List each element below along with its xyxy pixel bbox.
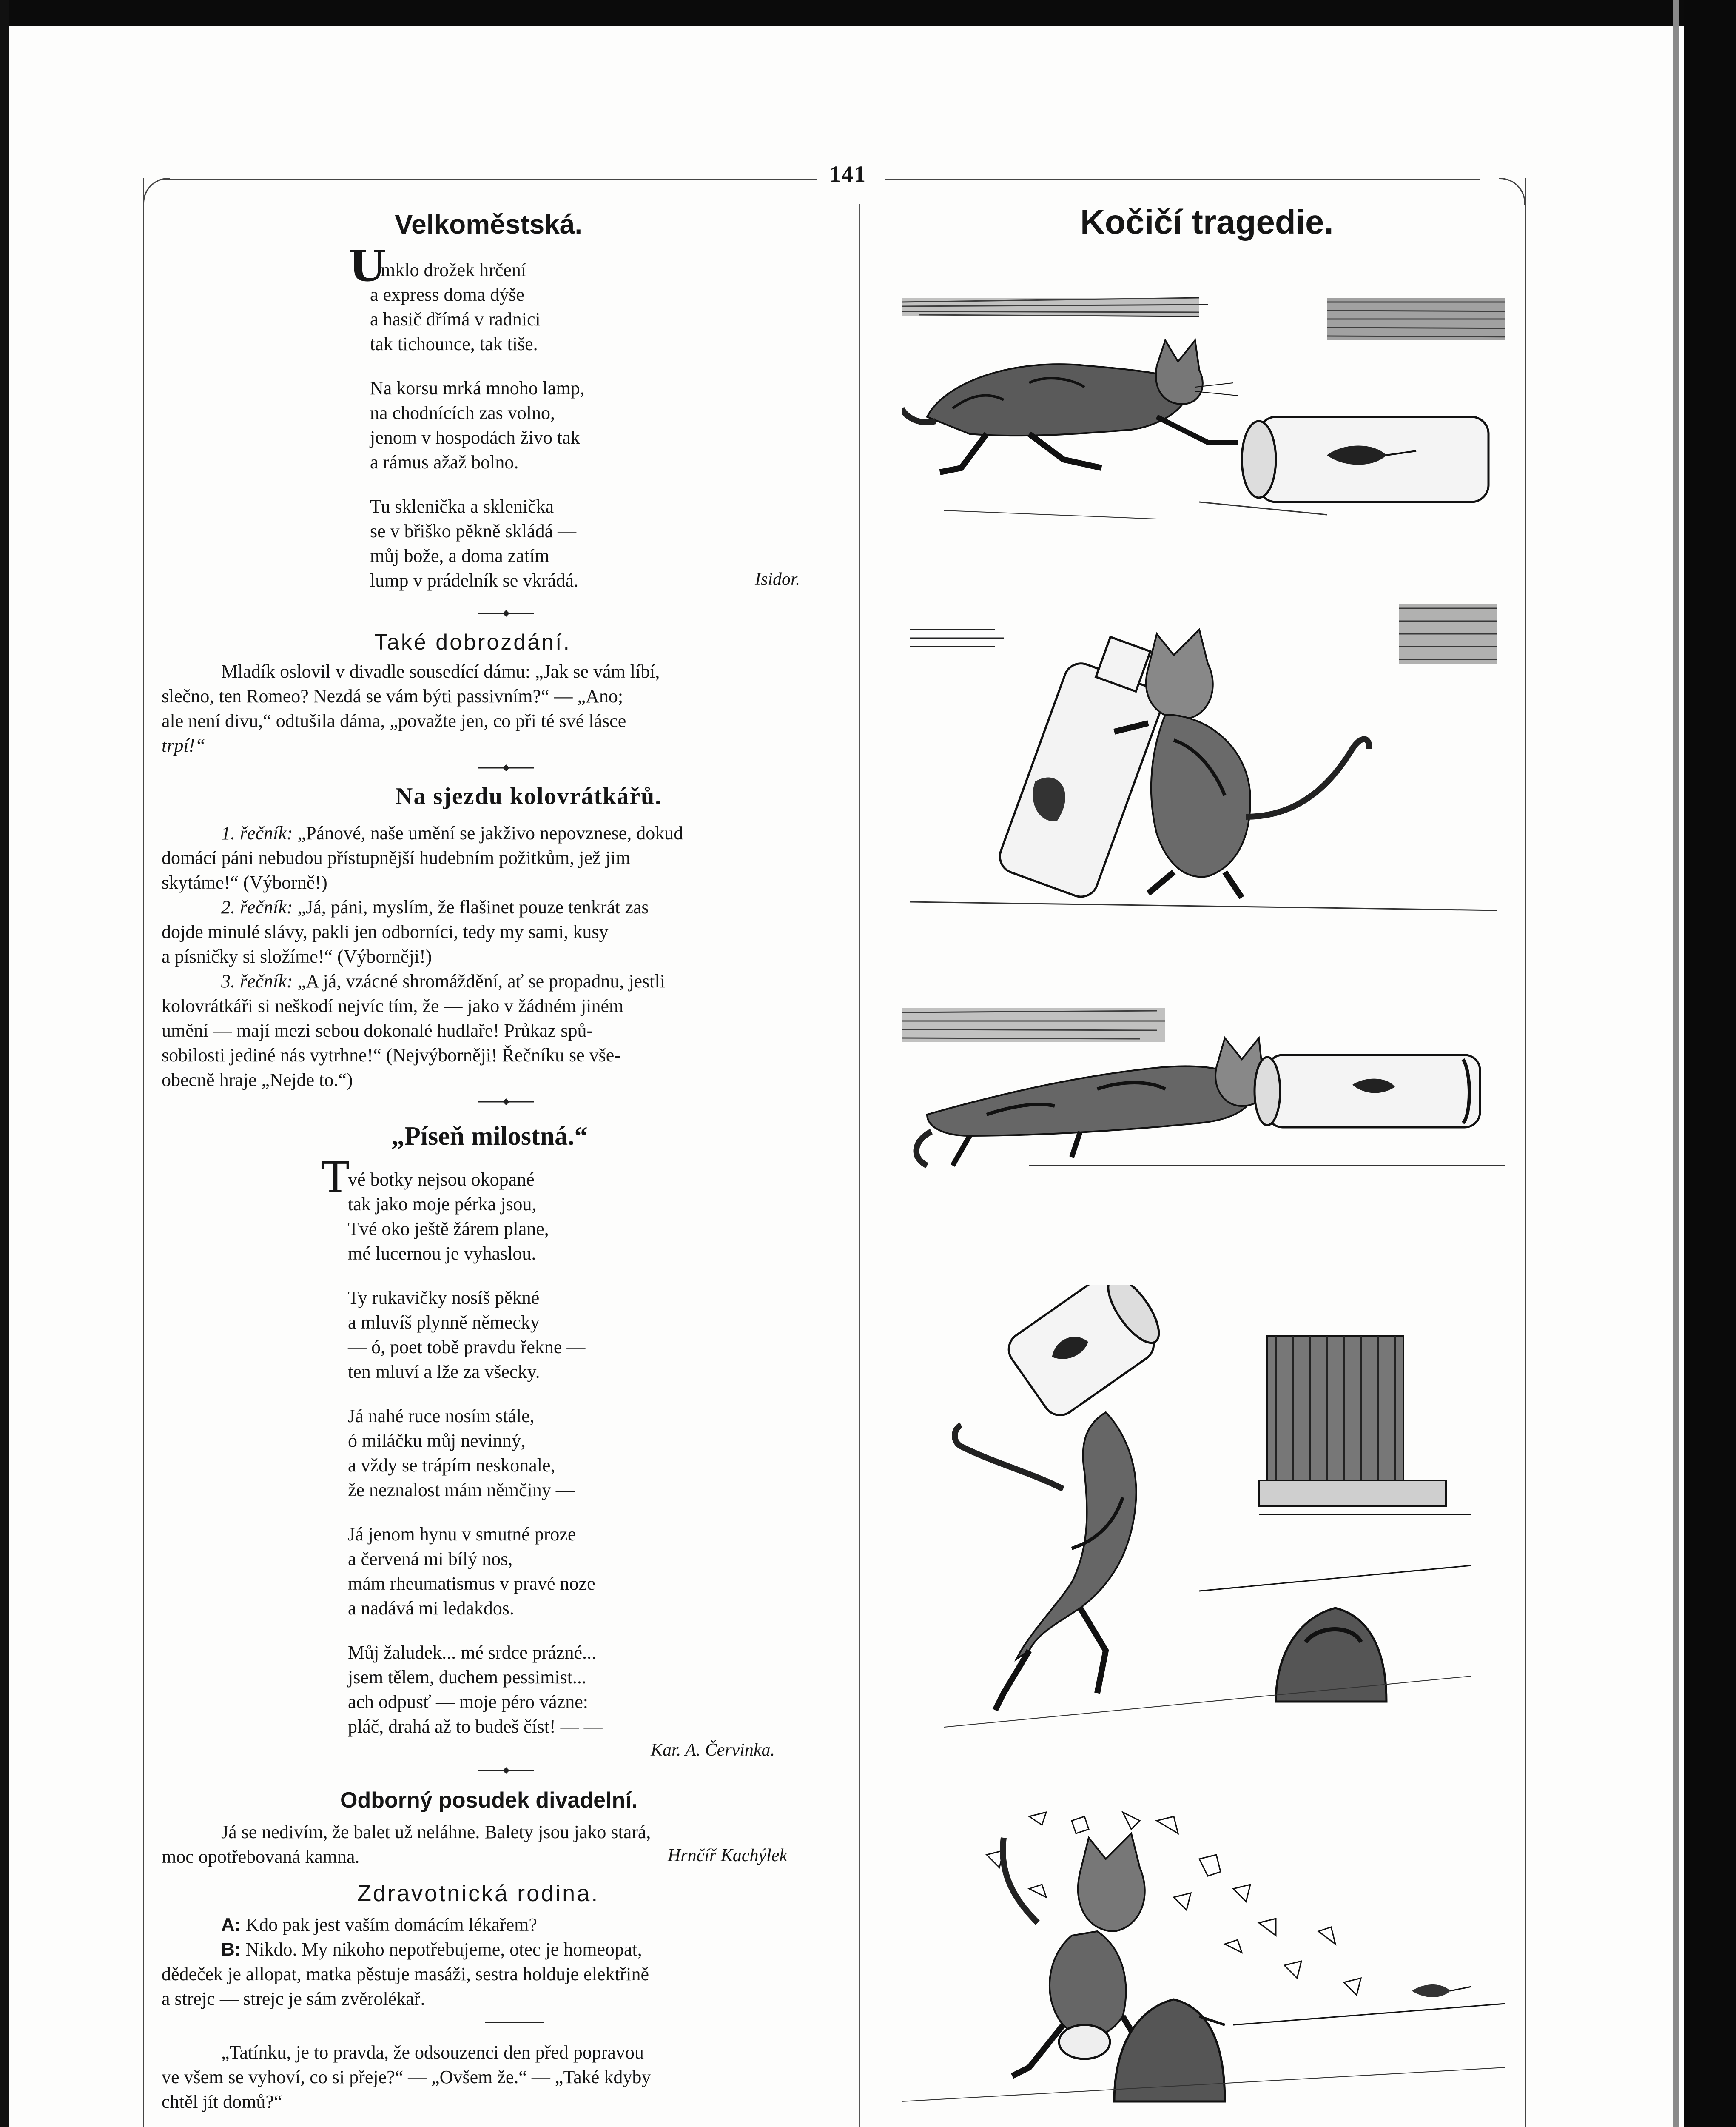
poem1-title: Velkoměstská.: [395, 209, 583, 240]
comic-panel-1: [902, 289, 1505, 527]
section5-b-line3: a strejc — strejc je sám zvěrolékař.: [162, 1988, 425, 2009]
poem2-line5: Ty rukavičky nosíš pěkné: [348, 1287, 540, 1308]
section5-a-text: Kdo pak jest vaším domácím lékařem?: [245, 1914, 537, 1935]
speaker2-label: 2. řečník:: [221, 897, 293, 918]
section6-line1: „Tatínku, je to pravda, že odsouzenci den před popravou: [221, 2042, 644, 2063]
poem2-title: „Píseň milostná.“: [391, 1122, 588, 1151]
section4-title: Odborný posudek divadelní.: [340, 1788, 638, 1813]
scan-border-right-gray: [1673, 0, 1679, 2127]
poem1-line7: jenom v hospodách živo tak: [370, 427, 580, 448]
comic-panel-5: [902, 1804, 1505, 2110]
speaker1-label: 1. řečník:: [221, 823, 293, 844]
column-rule: [859, 204, 860, 2127]
section5-a: [221, 1913, 851, 1937]
section4-author: Hrnčíř Kachýlek: [668, 1846, 788, 1865]
poem2-line16: a nadává mi ledakdos.: [348, 1598, 514, 1619]
section3-speaker2: [221, 895, 851, 920]
short-rule: [485, 2021, 544, 2024]
poem2-line12: že neznalost mám němčiny —: [348, 1480, 575, 1500]
poem2-line18: jsem tělem, duchem pessimist...: [348, 1667, 586, 1688]
section5-title: Zdravotnická rodina.: [357, 1881, 600, 1906]
poem1-line5: Na korsu mrká mnoho lamp,: [370, 378, 585, 399]
poem2-line10: ó miláčku můj nevinný,: [348, 1430, 526, 1451]
poem1-line3: a hasič dřímá v radnici: [370, 309, 541, 330]
poem2-line8: ten mluví a lže za všecky.: [348, 1361, 540, 1382]
section4-line2: moc opotřebovaná kamna.: [162, 1846, 360, 1867]
poem1-line6: na chodnících zas volno,: [370, 402, 555, 423]
divider-ornament-1: [478, 609, 534, 618]
poem2-line17: Můj žaludek... mé srdce prázné...: [348, 1642, 596, 1663]
section3-speaker1: [221, 821, 851, 846]
poem2-line1: vé botky nejsou okopané: [348, 1169, 535, 1190]
poem1-line9: Tu sklenička a sklenička: [370, 496, 554, 517]
poem2-drop-cap: T: [321, 1153, 350, 1203]
poem1-line8: a rámus ažaž bolno.: [370, 452, 519, 473]
section3-speaker1-line2: domácí páni nebudou přístupnější hudebním požitkům, jež jim: [162, 847, 631, 868]
speaker3-label: 3. řečník:: [221, 971, 293, 992]
scan-border-left: [0, 0, 9, 2127]
poem2-line6: a mluvíš plynně německy: [348, 1312, 540, 1333]
section3-title: Na sjezdu kolovrátkářů.: [396, 783, 662, 810]
poem2-line15: mám rheumatismus v pravé noze: [348, 1573, 595, 1594]
speaker2-text: „Já, páni, myslím, že flašinet pouze tenkrát zas: [297, 897, 649, 918]
section3-speaker3-line5: obecně hraje „Nejde to.“): [162, 1069, 353, 1090]
section2-line4: trpí!“: [162, 735, 205, 756]
poem2-line9: Já nahé ruce nosím stále,: [348, 1406, 535, 1426]
divider-ornament-3: [478, 1098, 534, 1106]
poem1-drop-cap: U: [349, 241, 386, 291]
poem2-author: Kar. A. Červinka.: [651, 1740, 775, 1760]
poem2-line11: a vždy se trápím neskonale,: [348, 1455, 555, 1476]
section2-line2: slečno, ten Romeo? Nezdá se vám býti passivním?“ — „Ano;: [162, 686, 623, 707]
section6-line3: chtěl jít domů?“: [162, 2091, 282, 2112]
scan-border-top: [0, 0, 1736, 26]
poem1-line12: lump v prádelník se vkrádá.: [370, 570, 578, 591]
section2-line1: Mladík oslovil v divadle sousedící dámu: „Jak se vám líbí,: [221, 661, 660, 682]
poem2-line2: tak jako moje pérka jsou,: [348, 1194, 537, 1215]
poem2-line20: pláč, drahá až to budeš číst! — —: [348, 1716, 603, 1737]
poem2-line13: Já jenom hynu v smutné proze: [348, 1524, 576, 1545]
right-column: [868, 187, 1523, 2127]
comic-title: Kočičí tragedie.: [1080, 203, 1334, 241]
poem1-line10: se v břiško pěkně skládá —: [370, 521, 577, 542]
poem1-line2: a express doma dýše: [370, 284, 524, 305]
section2-title: Také dobrozdání.: [374, 630, 571, 655]
divider-ornament-4: [478, 1766, 534, 1775]
section3-speaker3: [221, 969, 851, 994]
poem1-author: Isidor.: [755, 570, 800, 589]
section5-a-label: A:: [221, 1914, 241, 1935]
section5-b-text: Nikdo. My nikoho nepotřebujeme, otec je homeopat,: [245, 1939, 642, 1960]
poem1-line11: můj bože, a doma zatím: [370, 545, 549, 566]
comic-panel-3: [902, 1004, 1505, 1183]
section3-speaker3-line2: kolovrátkáři si neškodí nejvíc tím, že — jako v žádném jiném: [162, 995, 624, 1016]
section3-speaker1-line3: skytáme!“ (Výborně!): [162, 872, 327, 893]
divider-ornament-2: [478, 764, 534, 772]
poem2-line14: a červená mi bílý nos,: [348, 1548, 513, 1569]
section3-speaker3-line4: sobilosti jediné nás vytrhne!“ (Nejvýborněji! Řečníku se vše-: [162, 1045, 620, 1066]
poem2-line19: ach odpusť — moje péro vázne:: [348, 1691, 588, 1712]
scan-border-right: [1684, 0, 1736, 2127]
section2-line3: ale není divu,“ odtušila dáma, „považte jen, co při té své lásce: [162, 710, 626, 731]
section5-b-line2: dědeček je allopat, matka pěstuje masáži, sestra holduje elektřině: [162, 1964, 649, 1984]
section3-speaker2-line3: a písničky si složíme!“ (Výborněji!): [162, 946, 432, 967]
comic-panel-2: [910, 596, 1497, 919]
section3-speaker3-line3: umění — mají mezi sebou dokonalé hudlaře! Průkaz spů-: [162, 1020, 593, 1041]
left-column: [162, 187, 851, 2127]
poem1-line4: tak tichounce, tak tiše.: [370, 334, 538, 354]
speaker3-text: „A já, vzácné shromáždění, ať se propadnu, jestli: [297, 971, 665, 992]
poem2-line7: — ó, poet tobě pravdu řekne —: [348, 1337, 586, 1357]
section4-line1: Já se nedivím, že balet už neláhne. Balety jsou jako stará,: [221, 1822, 651, 1842]
poem1-line1: mklo drožek hrčení: [381, 259, 526, 280]
poem2-line3: Tvé oko ještě žárem plane,: [348, 1218, 549, 1239]
section6-line2: ve všem se vyhoví, co si přeje?“ — „Ovšem že.“ — „Také kdyby: [162, 2067, 651, 2087]
poem2-line4: mé lucernou je vyhaslou.: [348, 1243, 536, 1264]
comic-panel-4: [944, 1285, 1471, 1765]
section5-b-label: B:: [221, 1939, 241, 1960]
speaker1-text: „Pánové, naše umění se jakživo nepovznese, dokud: [297, 823, 683, 844]
page-number: 141: [829, 161, 866, 187]
section3-speaker2-line2: dojde minulé slávy, pakli jen odborníci, tedy my sami, kusy: [162, 921, 609, 942]
section5-b: [221, 1937, 851, 1962]
